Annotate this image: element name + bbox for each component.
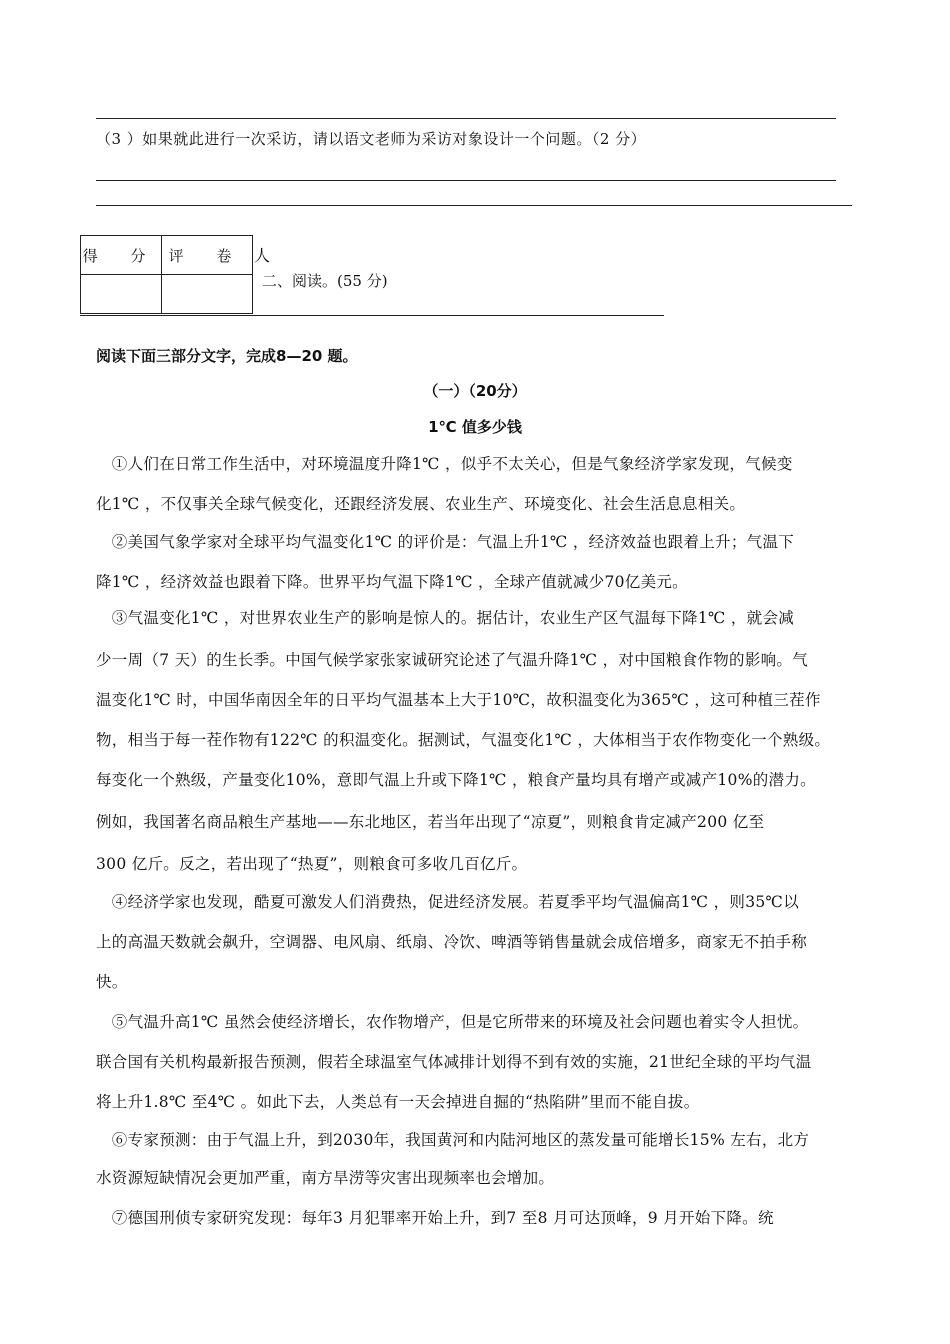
article-line: ③气温变化1℃ ，对世界农业生产的影响是惊人的。据估计，农业生产区气温每下降1℃ ，就会减 — [96, 609, 795, 627]
grader-entry-cell[interactable] — [162, 275, 253, 314]
article-line: ⑦德国刑侦专家研究发现：每年3 月犯罪率开始上升，到7 至8 月可达顶峰，9 月开始下降。统 — [96, 1209, 774, 1227]
article-line: ⑤气温升高1℃ 虽然会使经济增长，农作物增产，但是它所带来的环境及社会问题也着实令人担忧。 — [96, 1013, 809, 1031]
answer-line-1[interactable] — [96, 180, 836, 181]
article-line: 少一周（7 天）的生长季。中国气候学家张家诚研究论述了气温升降1℃ ，对中国粮食作物的影响。气 — [96, 651, 809, 669]
article-title: 1℃ 值多少钱 — [428, 418, 522, 436]
score-entry-cell[interactable] — [81, 275, 162, 314]
question-3: （3 ）如果就此进行一次采访，请以语文老师为采访对象设计一个问题。（2 分） — [96, 130, 647, 148]
article-line: 降1℃ ，经济效益也跟着下降。世界平均气温下降1℃ ，全球产值就减少70亿美元。 — [96, 573, 688, 591]
section-underline — [80, 315, 664, 316]
article-line: 温变化1℃ 时，中国华南因全年的日平均气温基本上大于10℃，故积温变化为365℃ ，这可种植三茬作 — [96, 691, 821, 709]
article-line: ⑥专家预测：由于气温上升，到2030年，我国黄河和内陆河地区的蒸发量可能增长15% 左右，北方 — [96, 1131, 810, 1149]
reading-instruction: 阅读下面三部分文字，完成8—20 题。 — [96, 347, 358, 365]
article-line: 每变化一个熟级，产量变化10%，意即气温上升或下降1℃ ，粮食产量均具有增产或减产10%的潜力。 — [96, 771, 816, 789]
article-line: 化1℃ ，不仅事关全球气候变化，还跟经济发展、农业生产、环境变化、社会生活息息相关。 — [96, 495, 746, 513]
score-box — [80, 235, 253, 314]
article-line: 快。 — [96, 973, 128, 991]
score-label: 得 分 — [82, 246, 160, 265]
score-label-cell — [81, 236, 162, 275]
article-line: 300 亿斤。反之，若出现了“热夏”，则粮食可多收几百亿斤。 — [96, 855, 528, 873]
answer-line-2[interactable] — [96, 205, 852, 206]
section-heading: 二、阅读。(55 分) — [262, 272, 388, 290]
part-label: （一）（20分） — [423, 382, 527, 400]
grader-label: 评 卷 — [168, 246, 246, 265]
article-line: ④经济学家也发现，酷夏可激发人们消费热，促进经济发展。若夏季平均气温偏高1℃ ，则35℃以 — [96, 893, 799, 911]
article-line: 上的高温天数就会飙升，空调器、电风扇、纸扇、冷饮、啤酒等销售量就会成倍增多，商家无不拍手称 — [96, 933, 808, 951]
answer-line-top — [96, 118, 836, 119]
article-line: 例如，我国著名商品粮生产基地——东北地区，若当年出现了“凉夏”，则粮食肯定减产200 亿至 — [96, 813, 765, 831]
article-line: ①人们在日常工作生活中，对环境温度升降1℃ ，似乎不太关心，但是气象经济学家发现，气候变 — [96, 455, 793, 473]
article-line: 物，相当于每一茬作物有122℃ 的积温变化。据测试，气温变化1℃ ，大体相当于农作物变化一个熟级。 — [96, 731, 831, 749]
grader-label-tail: 人 — [254, 246, 271, 265]
article-line: ②美国气象学家对全球平均气温变化1℃ 的评价是：气温上升1℃ ，经济效益也跟着上升；气温下 — [96, 533, 795, 551]
article-line: 水资源短缺情况会更加严重，南方旱涝等灾害出现频率也会增加。 — [96, 1169, 555, 1187]
article-line: 将上升1.8℃ 至4℃ 。如此下去，人类总有一天会掉进自掘的“热陷阱”里而不能自拔。 — [96, 1093, 700, 1111]
grader-label-cell — [162, 236, 253, 275]
article-line: 联合国有关机构最新报告预测，假若全球温室气体减排计划得不到有效的实施，21世纪全球的平均气温 — [96, 1053, 812, 1071]
